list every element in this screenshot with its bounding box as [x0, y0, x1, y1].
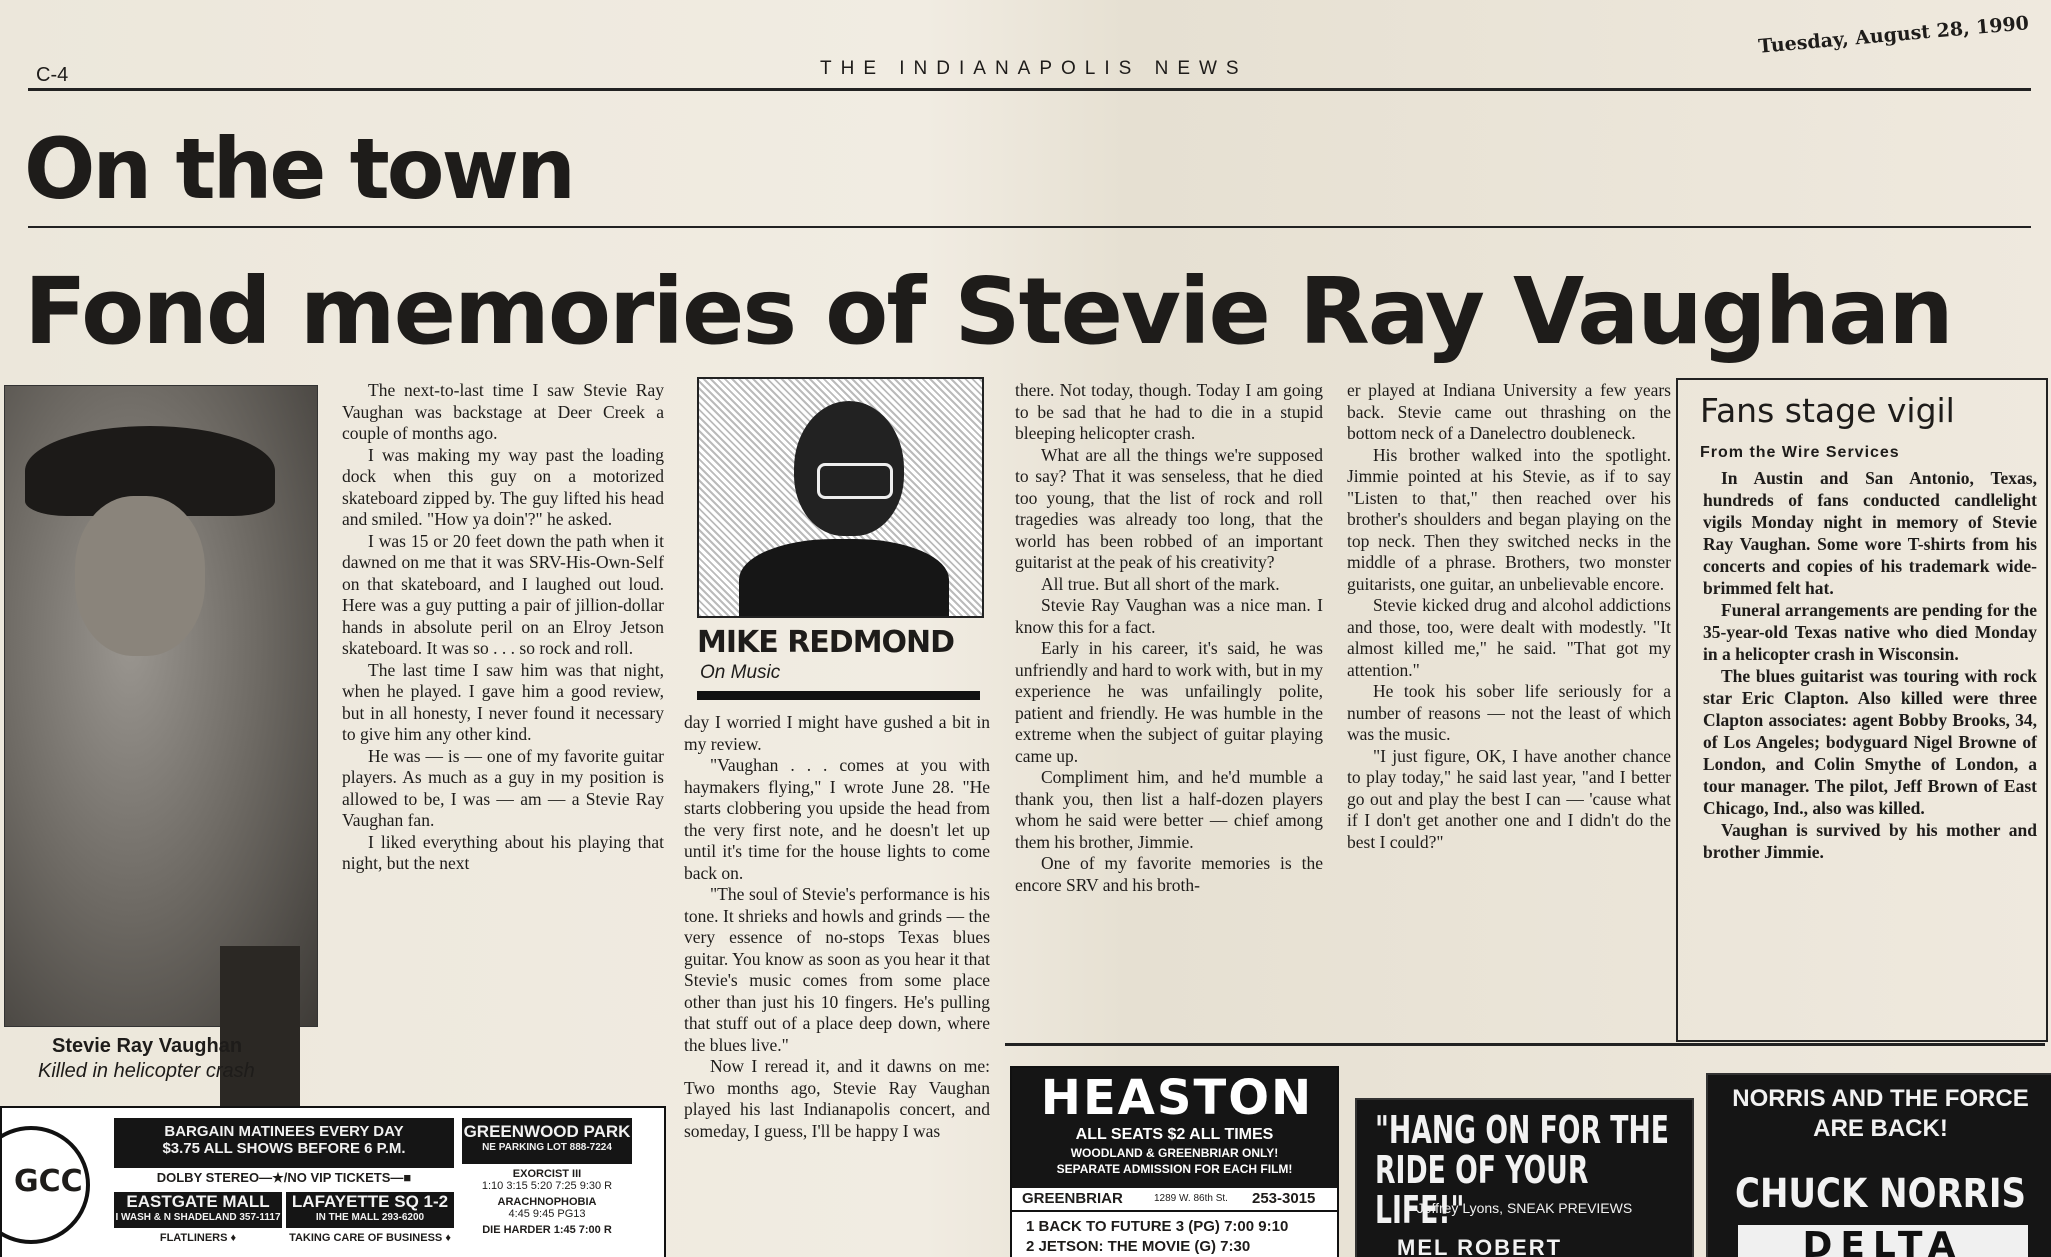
- sidebar-paragraph: The blues guitarist was touring with rock star Eric Clapton. Also killed were three Clapton associates: agent Bobby Brooks, 34, of Los Angeles; bodyguard Nigel Browne of London, and Colin Smythe of London, a tour manager. The pilot, Jeff Brown of East Chicago, Ind., also was killed.: [1703, 666, 2037, 818]
- arachno-title: ARACHNOPHOBIA: [497, 1196, 597, 1208]
- article-column-1: [342, 380, 664, 875]
- columnist-mugshot: [697, 377, 984, 618]
- film-listing-2: 2 JETSON: THE MOVIE (G) 7:30: [1026, 1238, 1251, 1255]
- exorcist-title: EXORCIST III: [512, 1168, 582, 1180]
- eastgate-film: FLATLINERS ♦: [159, 1232, 237, 1244]
- paragraph: He took his sober life seriously for a number of reasons — not the least of which was the music.: [1347, 681, 1671, 744]
- issue-date: Tuesday, August 28, 1990: [1757, 12, 2030, 58]
- heaston-rule: [1012, 1210, 1337, 1212]
- bargain-title: BARGAIN MATINEES EVERY DAY: [164, 1123, 404, 1140]
- eastgate-header: [114, 1192, 282, 1228]
- paragraph: I was 15 or 20 feet down the path when it dawned on me that it was SRV-His-Own-Self on that skateboard, and I laughed out loud. Here was a guy putting a pair of jillion-dollar hands in absolute peril on an Elroy Jetson skateboard. It was so . . . so rock and roll.: [342, 530, 664, 658]
- paragraph: Stevie Ray Vaughan was a nice man. I know this for a fact.: [1015, 595, 1323, 637]
- arachno-times: 4:45 9:45 PG13: [508, 1208, 586, 1220]
- heaston-line-2: WOODLAND & GREENBRIAR ONLY!: [1070, 1146, 1279, 1160]
- newspaper-name: THE INDIANAPOLIS NEWS: [820, 58, 1248, 79]
- gcc-logo-text: GCC: [14, 1164, 83, 1199]
- diehard-listing: DIE HARDER 1:45 7:00 R: [482, 1224, 612, 1236]
- paragraph: I liked everything about his playing that night, but the next: [342, 831, 664, 873]
- paragraph: All true. But all short of the mark.: [1041, 573, 1280, 594]
- photo-caption-sub: Killed in helicopter crash: [38, 1060, 255, 1082]
- heaston-line-1: ALL SEATS $2 ALL TIMES: [1075, 1126, 1274, 1143]
- heaston-theater-ad: [1010, 1066, 1339, 1257]
- lafayette-address: IN THE MALL 293-6200: [315, 1212, 425, 1223]
- greenwood-listings: [462, 1168, 632, 1236]
- eastgate-address: I WASH & N SHADELAND 357-1117: [115, 1212, 281, 1223]
- greenwood-header: [462, 1118, 632, 1164]
- paragraph: The next-to-last time I saw Stevie Ray Vaughan was backstage at Deer Creek a couple of months ago.: [342, 380, 664, 443]
- movie-quote-ad: [1355, 1098, 1694, 1257]
- lafayette-header: [286, 1192, 454, 1228]
- article-headline: Fond memories of Stevie Ray Vaughan: [24, 258, 1952, 365]
- paragraph: One of my favorite memories is the encore SRV and his broth-: [1015, 853, 1323, 895]
- page-number: C-4: [36, 64, 69, 86]
- columnist-beat: On Music: [700, 662, 781, 683]
- exorcist-times: 1:10 3:15 5:20 7:25 9:30 R: [481, 1180, 613, 1192]
- norris-line-1: NORRIS AND THE FORCE: [1732, 1085, 2029, 1112]
- sidebar-paragraph: Vaughan is survived by his mother and brother Jimmie.: [1703, 820, 2037, 862]
- greenwood-address: NE PARKING LOT 888-7224: [482, 1142, 612, 1153]
- paragraph: "Vaughan . . . comes at you with haymakers flying," I wrote June 28. "He starts clobbering you upside the head from the very first note, and he doesn't let up until it's time for the house lights to come back on.: [684, 755, 990, 883]
- gcc-logo: [0, 1126, 90, 1244]
- greenwood-title: GREENWOOD PARK: [463, 1122, 631, 1141]
- sidebar-paragraph: Funeral arrangements are pending for the 35-year-old Texas native who died Monday in a helicopter crash in Wisconsin.: [1703, 600, 2037, 664]
- columnist-name: MIKE REDMOND: [697, 625, 955, 660]
- paragraph: day I worried I might have gushed a bit in my review.: [684, 712, 990, 754]
- heaston-line-3: SEPARATE ADMISSION FOR EACH FILM!: [1056, 1162, 1293, 1176]
- greenbriar-label: GREENBRIAR: [1022, 1190, 1123, 1207]
- masthead-rule: [28, 88, 2031, 91]
- paragraph: What are all the things we're supposed to say? That it was senseless, that he died too young, that the list of rock and roll tragedies was already too long, that the world has been robbed of an important guitarist at the peak of his creativity?: [1015, 444, 1323, 572]
- article-column-2: [684, 712, 990, 1142]
- paragraph: His brother walked into the spotlight. Jimmie pointed at his Stevie, as if to say "Listen to that," then reached over his brother's shoulders and began playing on the top neck. Then they switched necks in the middle of a phrase. Brothers, two monster guitarists, one guitar, an unbelievable encore.: [1347, 444, 1671, 594]
- paragraph: "The soul of Stevie's performance is his tone. It shrieks and howls and grinds — the very essence of no-stops Texas blues guitar. You know as soon as you hear it that Stevie's music comes from some place other than just his 10 fingers. He's pulling that stuff out of a place deep down, where the blues live.": [684, 884, 990, 1055]
- paragraph: The last time I saw him was that night, when he played. I gave him a good review, but in all honesty, I never found it necessary to give him any other kind.: [342, 659, 664, 744]
- gcc-theaters-ad: [0, 1106, 666, 1257]
- paragraph: Stevie kicked drug and alcohol addictions and those, too, were dealt with modestly. "It almost killed me," he said. "That got my attention.": [1347, 595, 1671, 680]
- lafayette-title: LAFAYETTE SQ 1-2: [291, 1192, 449, 1211]
- mug-glasses: [817, 463, 893, 499]
- stevie-ray-vaughan-photo: [4, 385, 318, 1027]
- sidebar-source: From the Wire Services: [1700, 444, 1900, 461]
- dolby-note: DOLBY STEREO—★/NO VIP TICKETS—■: [156, 1170, 412, 1185]
- ad-divider-rule: [1005, 1043, 2045, 1046]
- bargain-banner: [114, 1118, 454, 1168]
- norris-line-2: ARE BACK!: [1813, 1115, 1948, 1142]
- paragraph: He was — is — one of my favorite guitar players. As much as a guy in my position is allowed to be, I was — am — a Stevie Ray Vaughan fan.: [342, 745, 664, 830]
- section-title: On the town: [24, 120, 573, 218]
- paragraph: Now I reread it, and it dawns on me: Two months ago, Stevie Ray Vaughan played his last Indianapolis concert, and someday, I guess, I'll be happy I was: [684, 1056, 990, 1141]
- sidebar-paragraph: In Austin and San Antonio, Texas, hundreds of fans conducted candlelight vigils Monday night in memory of Stevie Ray Vaughan. Some wore T-shirts from his concerts and copies of his trademark wide-brimmed felt hat.: [1703, 468, 2037, 598]
- sidebar-body: [1703, 467, 2037, 863]
- paragraph: Compliment him, and he'd mumble a thank you, then list a half-dozen players whom he said were better — chief among them his brother, Jimmie.: [1015, 767, 1323, 852]
- norris-name: CHUCK NORRIS: [1734, 1171, 2027, 1217]
- film-listing-1: 1 BACK TO FUTURE 3 (PG) 7:00 9:10: [1026, 1218, 1289, 1235]
- eastgate-title: EASTGATE MALL: [126, 1192, 270, 1211]
- mug-body: [739, 539, 949, 618]
- delta-title: DELTA: [1738, 1225, 2028, 1257]
- article-column-3: [1015, 380, 1323, 896]
- greenbriar-phone: 253-3015: [1252, 1190, 1316, 1207]
- heaston-title: HEASTON: [1040, 1070, 1314, 1126]
- quote-source: – Jeffrey Lyons, SNEAK PREVIEWS: [1405, 1200, 1633, 1216]
- delta-force-ad: [1706, 1073, 2051, 1257]
- paragraph: I was making my way past the loading dock when this guy on a motorized skateboard zipped by. The guy lifted his head and smiled. "How ya doin'?" he asked.: [342, 444, 664, 529]
- paragraph: there. Not today, though. Today I am going to be sad that he had to die in a stupid bleeping helicopter crash.: [1015, 380, 1323, 443]
- lafayette-film: TAKING CARE OF BUSINESS ♦: [289, 1232, 451, 1244]
- actor-names: MEL ROBERT: [1397, 1235, 1563, 1257]
- face-shape: [75, 496, 205, 656]
- sidebar-title: Fans stage vigil: [1700, 391, 1955, 430]
- byline-bar: [697, 691, 980, 700]
- article-column-4: [1347, 380, 1671, 853]
- movie-quote: "HANG ON FOR THE RIDE OF YOUR LIFE!": [1375, 1108, 1670, 1232]
- photo-caption-name: Stevie Ray Vaughan: [52, 1035, 243, 1057]
- paragraph: Early in his career, it's said, he was unfriendly and hard to work with, but in my experience he was unfailingly polite, patient and friendly. He was humble in the extreme when the subject of guitar playing came up.: [1015, 638, 1323, 766]
- paragraph: "I just figure, OK, I have another chance to play today," he said last year, "and I better go out and play the best I can — 'cause what if I don't get another one and I didn't do the best I could?": [1347, 745, 1671, 852]
- paragraph: er played at Indiana University a few years back. Stevie came out thrashing on the bottom neck of a Danelectro doubleneck.: [1347, 380, 1671, 443]
- bargain-price: $3.75 ALL SHOWS BEFORE 6 P.M.: [162, 1140, 406, 1157]
- greenbriar-address: 1289 W. 86th St.: [1154, 1193, 1228, 1204]
- section-rule: [28, 226, 2031, 228]
